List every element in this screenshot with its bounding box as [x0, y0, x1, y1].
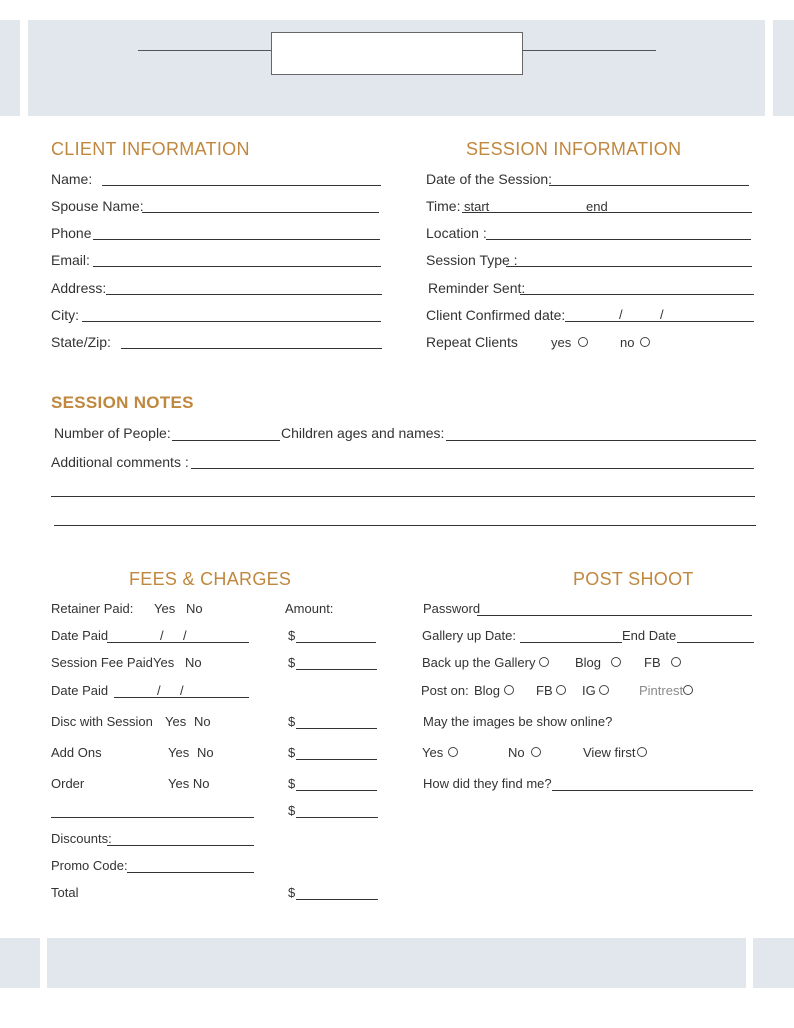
retainer-paid-label: Retainer Paid: — [51, 601, 134, 616]
online-no-label: No — [508, 745, 525, 760]
dollar-sign: $ — [288, 655, 296, 670]
children-label: Children ages and names: — [281, 425, 445, 441]
amount-field-4[interactable] — [296, 759, 377, 760]
backup-gallery-radio[interactable] — [539, 657, 549, 667]
total-field[interactable] — [296, 899, 378, 900]
session-information-heading: SESSION INFORMATION — [466, 139, 682, 159]
reminder-sent-field[interactable] — [520, 294, 754, 295]
show-online-question: May the images be show online? — [423, 714, 613, 729]
date-paid-2-slash-2: / — [180, 683, 184, 698]
date-paid-field[interactable] — [107, 642, 249, 643]
gallery-up-date-label: Gallery up Date: — [422, 628, 516, 643]
session-date-label: Date of the Session: — [426, 171, 553, 187]
amount-field-3[interactable] — [296, 728, 377, 729]
post-pinterest-label: Pintrest — [639, 683, 684, 698]
gallery-up-date-field[interactable] — [520, 642, 622, 643]
address-label: Address: — [51, 280, 107, 296]
dollar-sign: $ — [288, 885, 296, 900]
post-fb-label: FB — [536, 683, 553, 698]
name-field[interactable] — [102, 185, 381, 186]
dollar-sign: $ — [288, 745, 296, 760]
backup-gallery-label: Back up the Gallery — [422, 655, 536, 670]
header-rule-right — [523, 50, 656, 51]
session-type-label: Session Type : — [426, 252, 518, 268]
password-label: Password — [423, 601, 481, 616]
discounts-label: Discounts: — [51, 831, 112, 846]
comments-line-3[interactable] — [54, 525, 756, 526]
state-zip-label: State/Zip: — [51, 334, 111, 350]
footer-band-right — [753, 938, 794, 988]
repeat-no-radio[interactable] — [640, 337, 650, 347]
promo-code-field[interactable] — [127, 872, 254, 873]
post-pinterest-radio[interactable] — [683, 685, 693, 695]
find-me-question: How did they find me? — [423, 776, 552, 791]
dollar-sign: $ — [288, 776, 296, 791]
repeat-yes-radio[interactable] — [578, 337, 588, 347]
retainer-no[interactable]: No — [186, 601, 203, 616]
order-label: Order — [51, 776, 85, 791]
date-paid-slash-1: / — [160, 628, 164, 643]
address-field[interactable] — [106, 294, 382, 295]
time-end-label: end — [586, 199, 608, 214]
reminder-sent-label: Reminder Sent: — [428, 280, 526, 296]
post-ig-radio[interactable] — [599, 685, 609, 695]
client-information-heading: CLIENT INFORMATION — [51, 139, 250, 159]
amount-field-6[interactable] — [296, 817, 378, 818]
dollar-sign: $ — [288, 628, 296, 643]
password-field[interactable] — [477, 615, 752, 616]
comments-line-1[interactable] — [191, 468, 754, 469]
post-blog-label: Blog — [474, 683, 501, 698]
name-label: Name: — [51, 171, 93, 187]
date-paid-label-2: Date Paid — [51, 683, 109, 698]
date-paid-slash-2: / — [183, 628, 187, 643]
dollar-sign: $ — [288, 714, 296, 729]
amount-field-5[interactable] — [296, 790, 377, 791]
phone-field[interactable] — [93, 239, 380, 240]
dollar-sign: $ — [288, 803, 296, 818]
amount-field-1[interactable] — [296, 642, 376, 643]
total-label: Total — [51, 885, 79, 900]
location-field[interactable] — [486, 239, 751, 240]
amount-label: Amount: — [285, 601, 334, 616]
post-shoot-heading: POST SHOOT — [573, 569, 694, 589]
date-paid-2-slash-1: / — [157, 683, 161, 698]
additional-comments-label: Additional comments : — [51, 454, 189, 470]
retainer-yes[interactable]: Yes — [154, 601, 176, 616]
backup-fb-label: FB — [644, 655, 661, 670]
end-date-field[interactable] — [677, 642, 754, 643]
session-type-field[interactable] — [506, 266, 752, 267]
promo-code-label: Promo Code: — [51, 858, 128, 873]
spouse-name-field[interactable] — [142, 212, 379, 213]
post-on-label: Post on: — [421, 683, 469, 698]
backup-fb-radio[interactable] — [671, 657, 681, 667]
email-label: Email: — [51, 252, 90, 268]
session-notes-heading: SESSION NOTES — [51, 393, 194, 412]
find-me-field[interactable] — [552, 790, 753, 791]
post-fb-radio[interactable] — [556, 685, 566, 695]
repeat-no-label: no — [620, 335, 635, 350]
email-field[interactable] — [93, 266, 381, 267]
header-band-left — [0, 20, 20, 116]
comments-line-2[interactable] — [51, 496, 755, 497]
custom-charge-field[interactable] — [51, 817, 254, 818]
add-ons-label: Add Ons — [51, 745, 102, 760]
end-date-label: End Date — [622, 628, 677, 643]
post-ig-label: IG — [582, 683, 596, 698]
state-zip-field[interactable] — [121, 348, 382, 349]
header-band-right — [773, 20, 794, 116]
disc-with-session-label: Disc with Session — [51, 714, 153, 729]
number-of-people-field[interactable] — [172, 440, 280, 441]
fees-charges-heading: FEES & CHARGES — [129, 569, 292, 589]
client-confirmed-label: Client Confirmed date: — [426, 307, 566, 323]
date-paid-label: Date Paid — [51, 628, 109, 643]
backup-blog-label: Blog — [575, 655, 602, 670]
view-first-label: View first — [583, 745, 636, 760]
disc-yes[interactable]: Yes — [165, 714, 187, 729]
disc-no[interactable]: No — [194, 714, 211, 729]
amount-field-2[interactable] — [296, 669, 377, 670]
session-fee-paid-label: Session Fee Paid — [51, 655, 153, 670]
session-fee-no[interactable]: No — [185, 655, 202, 670]
time-start-label: start — [464, 199, 490, 214]
header-rule-left — [138, 50, 272, 51]
city-label: City: — [51, 307, 79, 323]
online-yes-label: Yes — [422, 745, 444, 760]
footer-band-left — [0, 938, 40, 988]
time-label: Time: — [426, 198, 461, 214]
session-fee-yes[interactable]: Yes — [153, 655, 175, 670]
add-ons-yes[interactable]: Yes — [168, 745, 190, 760]
backup-blog-radio[interactable] — [611, 657, 621, 667]
online-yes-radio[interactable] — [448, 747, 458, 757]
title-box[interactable] — [271, 32, 523, 75]
phone-label: Phone — [51, 225, 92, 241]
online-no-radio[interactable] — [531, 747, 541, 757]
repeat-yes-label: yes — [551, 335, 572, 350]
footer-band — [47, 938, 746, 988]
discounts-field[interactable] — [107, 845, 254, 846]
confirmed-slash-1: / — [619, 307, 623, 322]
confirmed-slash-2: / — [660, 307, 664, 322]
view-first-radio[interactable] — [637, 747, 647, 757]
city-field[interactable] — [82, 321, 381, 322]
number-of-people-label: Number of People: — [54, 425, 171, 441]
session-date-field[interactable] — [549, 185, 749, 186]
location-label: Location : — [426, 225, 487, 241]
spouse-name-label: Spouse Name: — [51, 198, 144, 214]
repeat-clients-label: Repeat Clients — [426, 334, 518, 350]
add-ons-no[interactable]: No — [197, 745, 214, 760]
post-blog-radio[interactable] — [504, 685, 514, 695]
order-yes-no[interactable]: Yes No — [168, 776, 210, 791]
children-field[interactable] — [446, 440, 756, 441]
